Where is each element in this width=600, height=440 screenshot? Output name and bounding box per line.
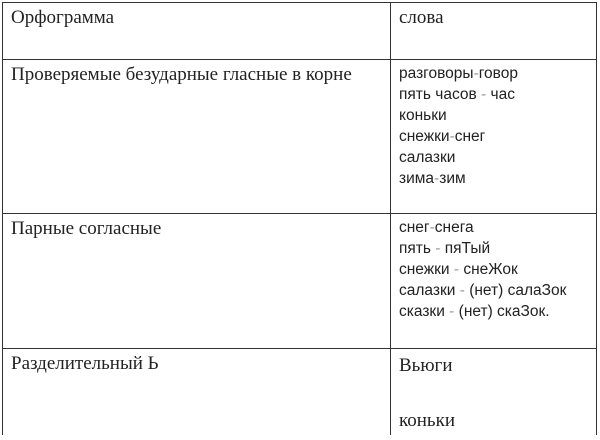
- word-item: снежки-снег: [399, 128, 486, 145]
- rule-cell: [3, 349, 391, 436]
- header-words-label: слова: [399, 7, 444, 28]
- word-item: зима-зим: [399, 170, 466, 187]
- word-list: [391, 214, 596, 322]
- orthogram-table: [2, 2, 597, 435]
- word-item: салазки - (нет) салаЗок: [399, 282, 567, 299]
- header-cell-words: [391, 3, 597, 60]
- word-item: снежки - снеЖок: [399, 261, 518, 278]
- word-item: коньки: [399, 410, 455, 431]
- word-item: снег-снега: [399, 219, 474, 236]
- table-row: [3, 60, 597, 214]
- word-item: коньки: [399, 107, 447, 124]
- rule-label: Проверяемые безударные гласные в корне: [11, 64, 352, 85]
- word-list: [391, 60, 596, 189]
- header-cell-orthogram: [3, 3, 391, 60]
- word-item: Вьюги: [399, 355, 453, 376]
- table-row: [3, 349, 597, 436]
- word-item: пять часов - час: [399, 86, 515, 103]
- word-item: пять - пяТый: [399, 240, 491, 257]
- header-orthogram-label: Орфограмма: [11, 7, 115, 28]
- words-cell: [391, 214, 597, 349]
- table-row: [3, 214, 597, 349]
- words-cell: [391, 349, 597, 436]
- table-header-row: [3, 3, 597, 60]
- rule-cell: [3, 60, 391, 214]
- word-item: сказки - (нет) скаЗок.: [399, 303, 550, 320]
- words-cell: [391, 60, 597, 214]
- rule-label: Разделительный Ь: [11, 353, 159, 374]
- word-item: салазки: [399, 149, 456, 166]
- word-item: разговоры-говор: [399, 65, 518, 82]
- rule-label: Парные согласные: [11, 218, 162, 239]
- rule-cell: [3, 214, 391, 349]
